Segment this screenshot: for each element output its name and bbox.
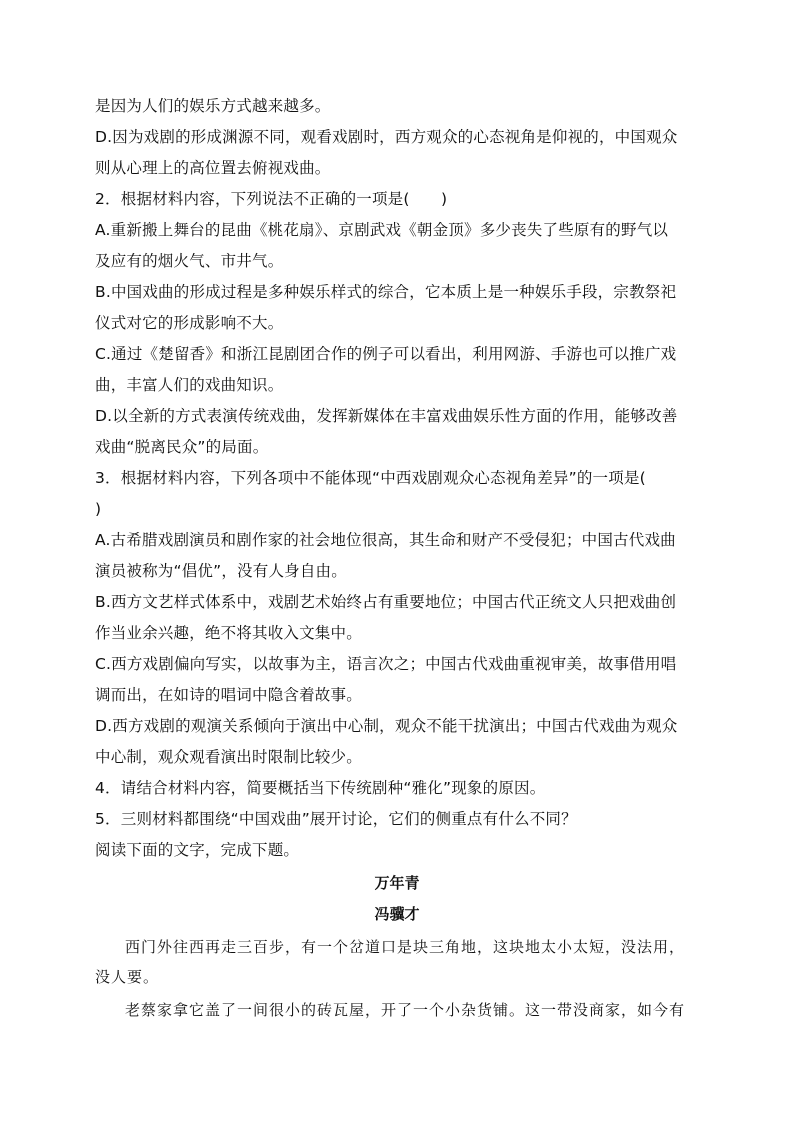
text-line: 曲，丰富人们的戏曲知识。 [95,376,284,394]
story-paragraph-line: 老蔡家拿它盖了一间很小的砖瓦屋，开了一个小杂货铺。这一带没商家，如今有 [125,1001,686,1019]
text-line: 则从心理上的高位置去俯视戏曲。 [95,159,331,177]
story-author: 冯骥才 [374,905,420,923]
text-line: ) [95,500,102,518]
story-title: 万年青 [374,874,420,892]
text-line: B.西方文艺样式体系中，戏剧艺术始终占有重要地位；中国古代正统文人只把戏曲创 [95,593,677,611]
text-line: D.因为戏剧的形成渊源不同，观看戏剧时，西方观众的心态视角是仰视的，中国观众 [95,128,678,146]
text-line: 5．三则材料都围绕“中国戏曲”展开讨论，它们的侧重点有什么不同？ [95,810,577,828]
text-line: D.以全新的方式表演传统戏曲，发挥新媒体在丰富戏曲娱乐性方面的作用，能够改善 [95,407,678,425]
text-line: 2．根据材料内容，下列说法不正确的一项是( ) [95,190,448,208]
text-line: 演员被称为“倡优”，没有人身自由。 [95,562,347,580]
text-line: A.重新搬上舞台的昆曲《桃花扇》、京剧武戏《朝金顶》多少丧失了些原有的野气以 [95,221,669,239]
text-line: 戏曲“脱离民众”的局面。 [95,438,269,456]
text-line: C.西方戏剧偏向写实，以故事为主，语言次之；中国古代戏曲重视审美，故事借用唱 [95,655,677,673]
text-line: 中心制，观众观看演出时限制比较少。 [95,748,362,766]
text-line: 阅读下面的文字，完成下题。 [95,841,300,859]
text-line: B.中国戏曲的形成过程是多种娱乐样式的综合，它本质上是一种娱乐手段，宗教祭祀 [95,283,677,301]
story-paragraph-line: 没人要。 [95,968,160,986]
text-line: D.西方戏剧的观演关系倾向于演出中心制，观众不能干扰演出；中国古代戏曲为观众 [95,717,678,735]
text-line: 是因为人们的娱乐方式越来越多。 [95,97,331,115]
text-line: 及应有的烟火气、市井气。 [95,252,284,270]
text-line: C.通过《楚留香》和浙江昆剧团合作的例子可以看出，利用网游、手游也可以推广戏 [95,345,677,363]
text-line: A.古希腊戏剧演员和剧作家的社会地位很高，其生命和财产不受侵犯；中国古代戏曲 [95,531,676,549]
text-line: 仪式对它的形成影响不大。 [95,314,284,332]
text-line: 作当业余兴趣，绝不将其收入文集中。 [95,624,362,642]
text-line: 调而出，在如诗的唱词中隐含着故事。 [95,686,362,704]
story-paragraph-line: 西门外往西再走三百步，有一个岔道口是块三角地，这块地太小太短，没法用， [125,938,686,956]
text-line: 3．根据材料内容，下列各项中不能体现“中西戏剧观众心态视角差异”的一项是( [95,469,646,487]
text-line: 4．请结合材料内容，简要概括当下传统剧种“雅化”现象的原因。 [95,779,546,797]
